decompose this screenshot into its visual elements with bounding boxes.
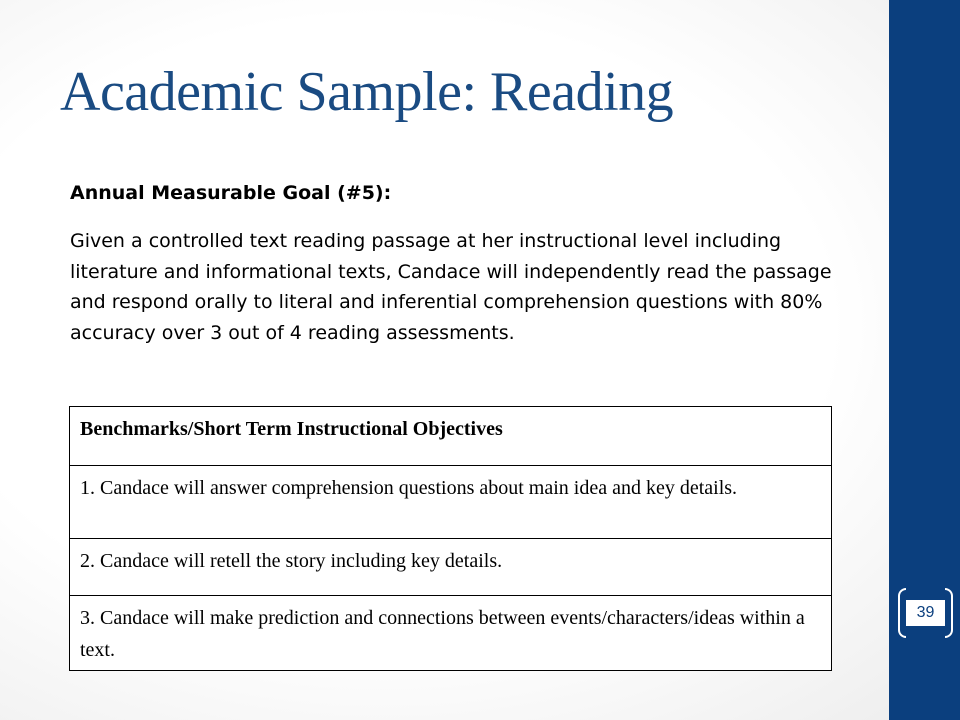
page-number-badge [898,588,953,638]
table-row [70,466,832,539]
goal-text: Given a controlled text reading passage at her instructional level including literature and informational texts, Candace will independently read the passage and respond orally to literal and inferential comprehension questions with 80% accuracy over 3 out of 4 reading assessments. [70,230,832,344]
objective-2: 2. Candace will retell the story including key details. [70,539,832,596]
objectives-table [69,406,832,671]
table-row [70,596,832,671]
right-bracket [945,588,953,638]
goal-section [70,178,850,348]
slide-title: Academic Sample: Reading [60,61,674,123]
goal-heading: Annual Measurable Goal (#5): [70,182,392,204]
left-bracket [898,588,906,638]
table-header: Benchmarks/Short Term Instructional Objectives [70,407,832,466]
table-header-row [70,407,832,466]
page-number: 39 [906,600,945,626]
table-row [70,539,832,596]
objective-3: 3. Candace will make prediction and connections between events/characters/ideas within a text. [70,596,832,671]
objective-1: 1. Candace will answer comprehension questions about main idea and key details. [70,466,832,539]
